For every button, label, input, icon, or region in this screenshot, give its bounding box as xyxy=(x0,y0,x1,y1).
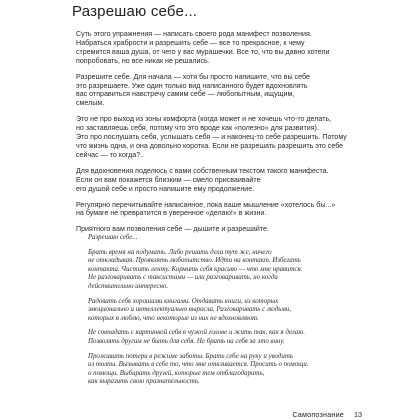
quote-line: Не совпадать с картинкой себя в чужой голове и жить так, как я делаю. xyxy=(88,329,305,337)
quote-line: из толпы. Вызывать в себе то, что мне откликается. Просить о помощи. xyxy=(88,361,309,369)
text-line: попробовать, но все никак не решались. xyxy=(76,56,210,65)
quote-line: Проживать потери в режиме заботы. Брать себе на руку и уводить xyxy=(88,352,293,360)
quote-line: действительно интересно. xyxy=(88,282,169,290)
paragraph-4 xyxy=(76,167,368,194)
quote-line: которых я люблю, что некоторые из них не вдохновляют. xyxy=(88,314,259,322)
text-line: Приятного вам позволения себе — дышите и разрешайте. xyxy=(76,225,269,234)
text-line: сейчас — то когда?.. xyxy=(76,150,145,159)
text-line: Это про послушать себя, услышать себя — и наконец-то себе разрешить. Потому xyxy=(76,133,347,142)
text-line: смелым. xyxy=(76,99,105,108)
quote-line: о помощи. Выбирать друзей, которые тем отблагодарить, xyxy=(88,369,265,377)
paragraph-5 xyxy=(76,201,368,219)
quote-line: эмоционально и интеллектуально выросла. Разговаривать с людьми, xyxy=(88,306,291,314)
text-line: вас отправиться навстречу самим себе — любопытным, ищущим, xyxy=(76,90,295,99)
quote-line: Не разговаривать с таксистами — или разговаривать, но когда xyxy=(88,274,278,282)
quote-paragraph-1 xyxy=(88,234,353,243)
text-line: стремится ваша душа, от чего у вас мурашечки. Все то, что вы давно хотели xyxy=(76,47,330,56)
text-line: Если он вам покажется близким — смело присваивайте xyxy=(76,175,261,184)
quote-line: Радовать себя хорошими книгами. Отдавать книги, из которых xyxy=(88,297,279,305)
paragraph-2 xyxy=(76,73,368,109)
text-line: Для вдохновения поделюсь с вами собственным текстом такого манифеста. xyxy=(76,166,329,175)
page-footer xyxy=(292,410,362,419)
text-line: его душой себе и просто напишите ему продолжение. xyxy=(76,184,255,193)
body-text xyxy=(76,30,368,241)
text-line: Суть этого упражнения — написать своего рода манифест позволения. xyxy=(76,30,312,38)
quote-line: не откладывая. Проявлять любопытство. Идти на контакт. Избегать xyxy=(88,257,301,265)
text-line: на бумаге не превратится в уверенное «делаю!» в жизни. xyxy=(76,209,267,218)
paragraph-6 xyxy=(76,225,368,234)
text-line: это разрешаете. Уже один только вид написанного будет вдохновлять xyxy=(76,81,308,90)
manifesto-quote xyxy=(88,234,353,393)
quote-line: Разрешаю себе... xyxy=(88,234,138,241)
quote-line: как выразить свою признательность. xyxy=(88,378,200,386)
quote-paragraph-5 xyxy=(88,353,353,387)
text-line: Регулярно перечитывайте написанное, пока ваше мышление «хотелось бы...» xyxy=(76,200,336,209)
text-line: Разрешите себе. Для начала — хотя бы просто напишите, что вы себе xyxy=(76,72,310,81)
text-line: Набраться храбрости и разрешить себе — все то прекрасное, к чему xyxy=(76,38,305,47)
text-line: но заставляешь себя, потому что это вроде как «полезно» для развития). xyxy=(76,124,319,133)
quote-paragraph-4 xyxy=(88,329,353,346)
quote-line: Брать время на подумать. Либо решать дела тут же, ничего xyxy=(88,248,272,256)
quote-paragraph-3 xyxy=(88,298,353,324)
page-title: Разрешаю себе... xyxy=(72,3,198,20)
section-name: Самопознание xyxy=(292,410,344,419)
quote-line: Позволять другим не быть для себя. Не брать на себя за это вину. xyxy=(88,337,285,345)
quote-line: контакта. Чистить ленту. Кормить себя красиво — что мне нравится. xyxy=(88,265,303,273)
text-line: Это не про выход из зоны комфорта (когда может и не хочешь что-то делать, xyxy=(76,115,332,124)
text-line: что жизнь одна, и она довольно коротка. Если не разрешать разрешить это себе xyxy=(76,141,344,150)
paragraph-1 xyxy=(76,30,368,66)
quote-paragraph-2 xyxy=(88,249,353,292)
paragraph-3 xyxy=(76,115,368,160)
page-number: 13 xyxy=(354,410,362,419)
